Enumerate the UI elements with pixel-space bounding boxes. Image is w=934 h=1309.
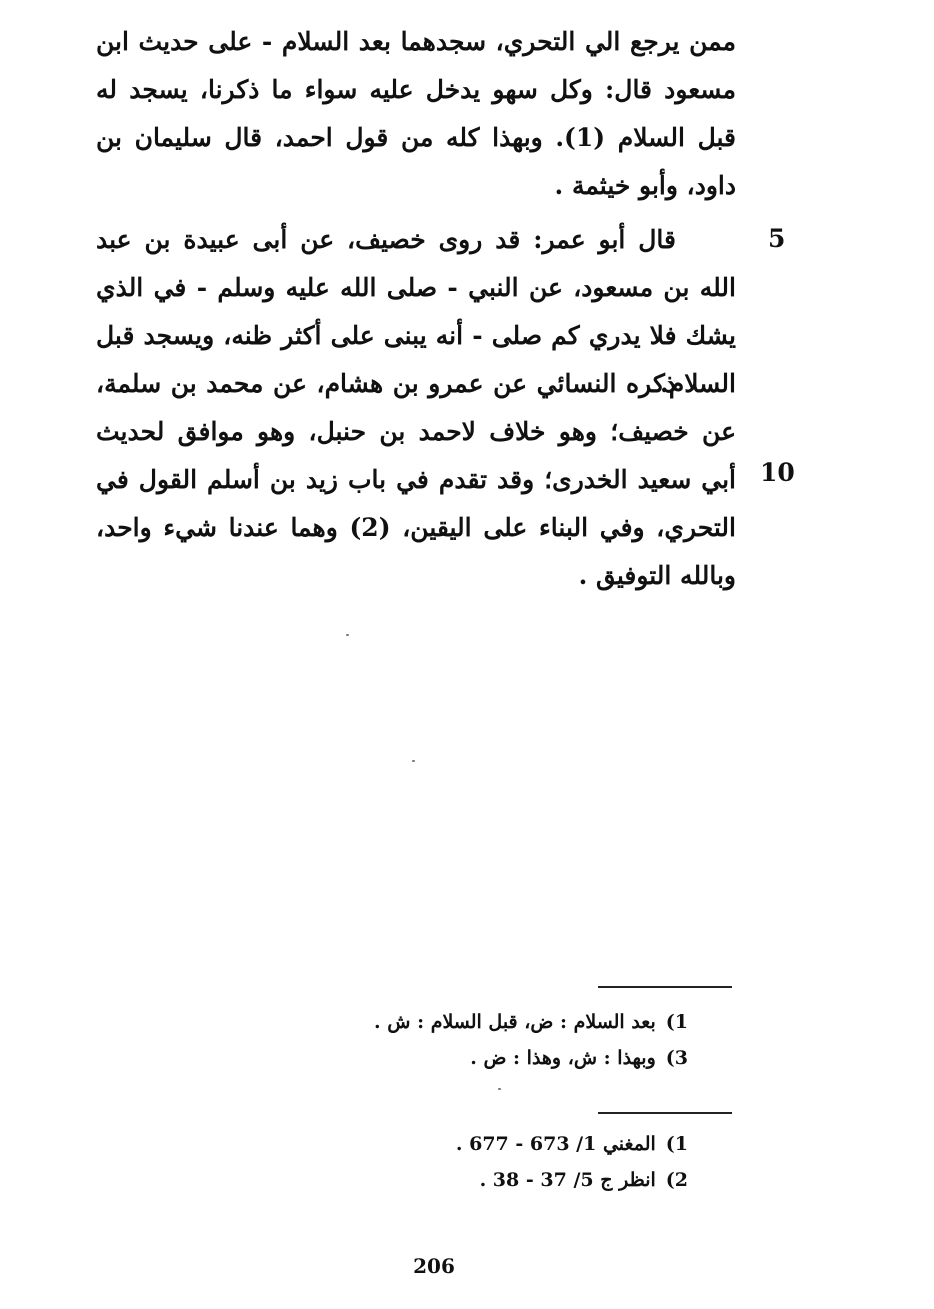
variant-note-1-text: بعد السلام : ض، قبل السلام : ش . xyxy=(374,1011,656,1033)
source-note-2-number: 2) xyxy=(665,1169,688,1191)
source-note-1 xyxy=(268,1126,688,1162)
source-notes xyxy=(268,1126,688,1198)
line-number-10: 10 xyxy=(760,458,795,487)
scan-speck xyxy=(412,760,415,762)
footnote-divider-variants xyxy=(598,986,732,988)
source-note-1-number: 1) xyxy=(665,1133,688,1155)
variant-note-2-text: وبهذا : ش، وهذا : ض . xyxy=(470,1047,656,1069)
variant-note-2 xyxy=(268,1040,688,1076)
main-paragraph-3: ذكره النسائي عن عمرو بن هشام، عن محمد بن سلمة، عن خصيف؛ وهو خلاف لاحمد بن حنبل، وهو موافق لحديث أبي سعيد الخدرى؛ وقد تقدم في باب زيد بن أسلم القول في التحري، وفي البناء على اليقين، (2) وهما عندنا شيء واحد، وبالله التوفيق . xyxy=(96,369,736,590)
main-paragraph-1: ممن يرجع الي التحري، سجدهما بعد السلام - على حديث ابن مسعود قال: وكل سهو يدخل عليه سواء ما ذكرنا، يسجد له قبل السلام (1). وبهذا كله من قول احمد، قال سليمان بن داود، وأبو خيثمة . xyxy=(96,27,736,200)
source-note-1-text: المغني 1/ 673 - 677 . xyxy=(455,1133,656,1155)
scan-speck xyxy=(498,1088,501,1090)
scan-speck xyxy=(346,634,349,636)
variant-note-1-number: 1) xyxy=(665,1011,688,1033)
page-number: 206 xyxy=(413,1254,455,1278)
variant-note-1 xyxy=(268,1004,688,1040)
main-paragraph-2: قال أبو عمر: قد روى خصيف، عن أبى عبيدة بن عبد الله بن مسعود، عن النبي - صلى الله عليه وسلم - في الذي يشك فلا يدري كم صلى - أنه يبنى على أكثر ظنه، ويسجد قبل السلام. xyxy=(96,225,736,398)
source-note-2-text: انظر ج 5/ 37 - 38 . xyxy=(479,1169,656,1191)
footnote-divider-sources xyxy=(598,1112,732,1114)
variant-note-2-number: 3) xyxy=(665,1047,688,1069)
source-note-2 xyxy=(268,1162,688,1198)
line-number-5: 5 xyxy=(768,224,786,253)
variant-notes xyxy=(268,1004,688,1076)
